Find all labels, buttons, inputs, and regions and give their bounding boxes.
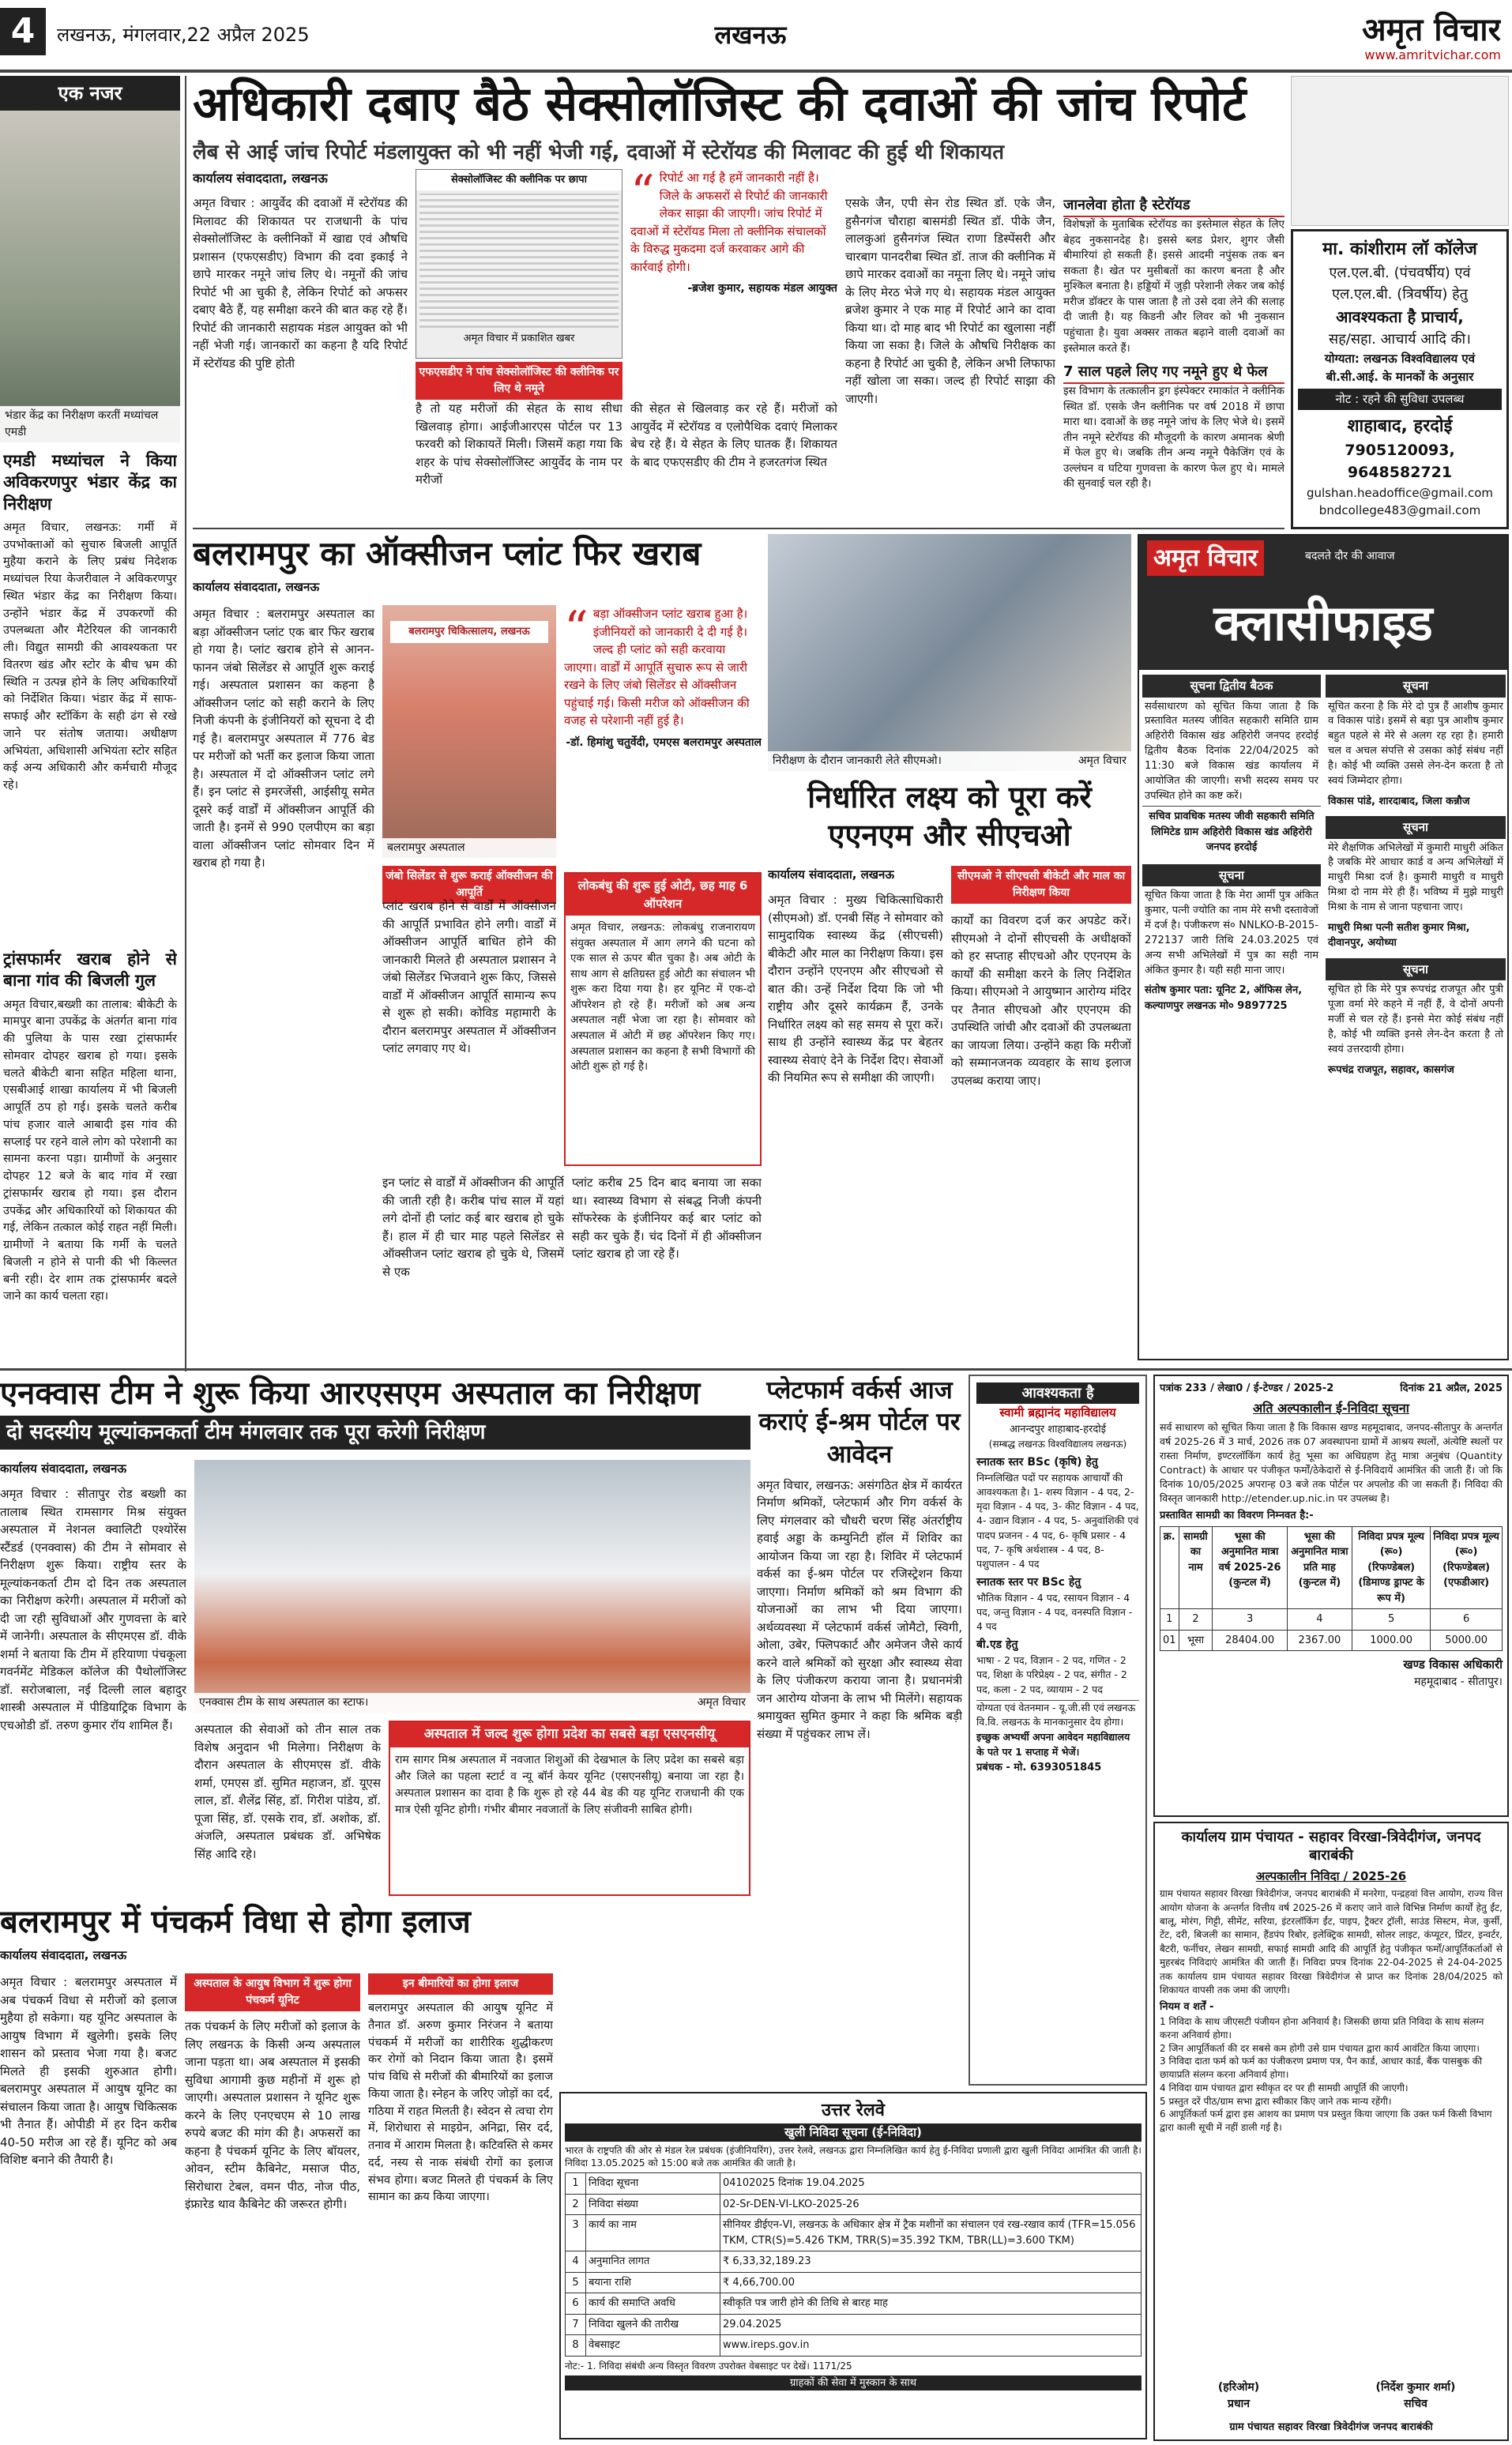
table-cell: 6: [1431, 1609, 1503, 1631]
snc-body: राम सागर मिश्र अस्पताल में नवजात शिशुओं की देखभाल के लिए प्रदेश का सबसे बड़ा और जिले का पहला स्टार्ट व न्यू बॉर्न केयर यूनिट (एसएनसीयू) बनाया जा रहा है। अस्पताल प्रशासन का दावा है कि शुरू हो रहे 44 बेड की यह यूनिट राजधानी की एक मात्र ऐसी यूनिट होगी। गंभीर बीमार नवजातों के लिए संजीवनी साबित होगी।: [395, 1753, 744, 1816]
lead-quote-by: -ब्रजेश कुमार, सहायक मंडल आयुक्त: [687, 282, 837, 295]
college-email-1[interactable]: gulshan.headoffice@gmail.com: [1306, 485, 1494, 500]
etender-col-header: भूसा की अनुमानित मात्रा प्रति माह (कुन्टल में): [1287, 1526, 1352, 1609]
cmo-photo-caption-left: निरीक्षण के दौरान जानकारी लेते सीएमओ।: [773, 754, 942, 767]
etender-table: [1160, 1526, 1503, 1652]
classifieds: [1138, 534, 1509, 1360]
nqas-byline: कार्यालय संवाददाता, लखनऊ: [0, 1461, 127, 1476]
panchkarma-subhead: अस्पताल के आयुष विभाग में शुरू होगा पंचकर्म यूनिट: [185, 1973, 360, 2011]
admission-place: आनन्दपुर शाहाबाद-हरदोई: [1010, 1423, 1106, 1435]
gp-sign-left-title: प्रधान: [1228, 2398, 1250, 2410]
oxygen-subhead: जंबो सिलेंडर से शुरू कराई ऑक्सीजन की आपूर्ति: [382, 866, 556, 904]
lead-side-body-1: विशेषज्ञों के मुताबिक स्टेरॉयड का इस्तेमाल सेहत के लिए बेहद नुकसानदेह है। इससे ब्लड प्रेशर, शुगर जैसी बीमारियां हो सकती हैं। इससे आदमी नपुंसक तक बन सकता है। खेत पर मुसीबतों का कारण बनता है और मुश्किल बनाता है। हड्डियों में जुड़ी परेशानी लेकर जब कोई मरीज डॉक्टर के पास जाता है तो उसे दवा लेने की सलाह दी जाती है। यह किडनी और लिवर को भी नुकसान पहुंचाता है। युवा अक्सर ताकत बढ़ाने वाली दवाओं का इस्तेमाल करते हैं।: [1063, 218, 1284, 355]
table-cell: निविदा संख्या: [586, 2194, 720, 2215]
cmo-headline: निर्धारित लक्ष्य को पूरा करें एएनएम और सीएचओ: [807, 780, 1092, 852]
page-number: 4: [0, 8, 46, 55]
nqas-col-2: अस्पताल की सेवाओं को तीन साल तक विशेष अनुदान भी मिलेगा। निरीक्षण के दौरान अस्पताल के सीएमएस डॉ. वीके शर्मा, एमएस डॉ. सुमित महाजन, डॉ. यूएस लाल, डॉ. शैलेंद्र सिंह, डॉ. गिरीश पांडेय, डॉ. पूजा सिंह, डॉ. एसके राव, डॉ. अशोक, डॉ. अंजलि, अस्पताल प्रबंधक डॉ. अभिषेक सिंह आदि रहे।: [194, 1722, 381, 1861]
gp-sign-right-name: (निर्देश कुमार शर्मा): [1375, 2381, 1456, 2394]
table-cell: 2: [566, 2194, 586, 2215]
nqas-deck: दो सदस्यीय मूल्यांकनकर्ता टीम मंगलवार तक पूरा करेगी निरीक्षण: [0, 1416, 750, 1450]
table-cell: कार्य की समाप्ति अवधि: [586, 2293, 720, 2315]
table-cell: 3: [566, 2215, 586, 2251]
gram-panchayat-tender: [1153, 1822, 1509, 2441]
panchkarma-byline: कार्यालय संवाददाता, लखनऊ: [0, 1948, 127, 1962]
admission-school: स्वामी ब्रह्मानंद महाविद्यालय: [999, 1405, 1116, 1420]
oxygen-quote-text: बड़ा ऑक्सीजन प्लांट खराब हुआ है। इंजीनियरों को जानकारी दे दी गई है। जल्द ही प्लांट को सही करवाया जाएगा। वार्डों में आपूर्ति सुचारु रूप से जारी रखने के लिए जंबो सिलेंडर से ऑक्सीजन पहुंचाई गई। किसी मरीज को ऑक्सीजन की वजह से परेशानी नहीं हुई है।: [564, 607, 750, 728]
table-cell: निविदा खुलने की तारीख: [586, 2314, 720, 2335]
table-cell: 3: [1213, 1609, 1287, 1631]
etender-col-header: क्र.: [1160, 1526, 1179, 1609]
sidebar-story-1: [3, 450, 177, 940]
table-cell: 04102025 दिनांक 19.04.2025: [720, 2173, 1142, 2195]
nqas-col-1: अमृत विचार : सीतापुर रोड बख्शी का तालाब स्थित रामसागर मिश्र संयुक्त अस्पताल में नेशनल क्वालिटी एश्योरेंस स्टैंडर्ड (एनक्वास) की टीम ने सोमवार से निरीक्षण शुरू किया। राष्ट्रीय स्तर के मूल्यांकनकर्ता टीम दो दिन तक अस्पताल का निरीक्षण करेगी। अस्पताल में मरीजों को दी जा रही सुविधाओं और गुणवत्ता के बारे में जानेगी। अस्पताल के सीएमएस डॉ. वीके शर्मा ने बताया कि टीम में हरियाणा पंचकूला गवर्नमेंट मेडिकल कॉलेज की पैथोलॉजिस्ट डॉ. सरोजबाला, नई दिल्ली लाल बहादुर शास्त्री अस्पताल में पीडियाट्रिक विभाग के एचओडी डॉ. तरुण कुमार रॉय शामिल हैं।: [0, 1487, 186, 1732]
etender-ref-line: [1160, 1381, 1503, 1397]
table-cell: 4: [1287, 1609, 1352, 1631]
oxygen-photo: [382, 605, 556, 858]
table-cell: 01: [1160, 1630, 1179, 1651]
masthead: [0, 0, 1512, 68]
notice-4-body: सूचित हो कि मेरे पुत्र रूपचंद्र राजपूत और पुत्री पूजा वर्मा मेरे कहने में नहीं हैं, वे दोनों अपनी मर्जी से चल रहे हैं। इनसे मेरा कोई संबंध नहीं है, कोई भी व्यक्ति इनसे लेन-देन करता है तो स्वयं उत्तरदायी होगा।: [1328, 984, 1503, 1055]
admission-ad-title: आवश्यकता है: [976, 1382, 1139, 1404]
sidebar-photo-caption: भंडार केंद्र का निरीक्षण करतीं मध्यांचल एमडी: [0, 406, 180, 442]
gp-signatures: [1160, 2379, 1503, 2414]
table-row: [566, 2251, 1142, 2273]
table-cell: 4: [566, 2251, 586, 2273]
sidebar-story-2-headline: ट्रांसफार्मर खराब होने से बाना गांव की बिजली गुल: [3, 950, 177, 991]
notice-3-owner: माधुरी मिश्रा पत्नी सतीश कुमार मिश्रा, दीवानपुर, अयोध्या: [1328, 921, 1470, 950]
lokbandhu-body: अमृत विचार, लखनऊ: लोकबंधु राजनारायण संयुक्त अस्पताल में आग लगने की घटना को एक साल से ऊपर बीत चुका है। अब ओटी के साथ आग से क्षतिग्रस्त हुई ओटी का संचालन भी शुरू करा दिया गया है। हर यूनिट में एक-दो ऑपरेशन हो रहे हैं। मरीजों को अब अन्य अस्पताल नहीं भेजा जा रहा है। सोमवार को अस्पताल में ओटी में छह ऑपरेशन किए गए। अस्पताल प्रशासन का कहना है सभी विभागों की ओटी शुरू हो गई है।: [570, 921, 755, 1074]
table-cell: 1: [566, 2173, 586, 2195]
notice-1-head: सूचना: [1326, 675, 1506, 698]
panchkarma-headline: बलरामपुर में पंचकर्म विधा से होगा इलाज: [0, 1904, 471, 1940]
gp-rule: 3 निविदा दाता फर्म को फर्म का पंजीकरण प्रमाण पत्र, पैन कार्ड, आधार कार्ड, बैंक पासबुक की छायाप्रति संलग्न करना अनिवार्य होगा।: [1160, 2056, 1483, 2081]
lead-clip-caption: अमृत विचार में प्रकाशित खबर: [463, 332, 575, 344]
college-phone: 7905120093, 9648582721: [1345, 441, 1455, 481]
railway-title: खुली निविदा सूचना (ई-निविदा): [565, 2123, 1142, 2142]
admission-sec-3-body: भाषा - 2 पद, विज्ञान - 2 पद, गणित - 2 पद, शिक्षा के परिप्रेक्ष्य - 2 पद, संगीत - 2 पद, कला - 2 पद, व्यायाम - 2 पद: [976, 1654, 1127, 1695]
quote-mark-icon: “: [564, 605, 589, 656]
lead-sidebar: [1063, 194, 1284, 510]
lead-quote: [630, 169, 837, 390]
admission-phone: प्रबंधक - मो. 6393051845: [976, 1761, 1102, 1774]
lokbandhu-headline: लोकबंधु की शुरू हुई ओटी, छह माह 6 ऑपरेशन: [566, 874, 760, 916]
notice-2-body: सूचित किया जाता है कि मेरा आर्मी पुत्र अंकित कुमार, पत्नी ज्योति का नाम मेरे सभी दस्तावेजों में दर्ज है। पंजीकरण सं० NNLKO-B-2015-272137 जारी तिथि 24.03.2025 एवं अन्य सभी अभिलेखों में पुत्र का सही नाम अंकित कुमार है। यही सही माना जाए।: [1145, 890, 1318, 976]
cmo-story: [768, 534, 1131, 1360]
table-cell: कार्य का नाम: [586, 2215, 720, 2251]
cmo-col-1: अमृत विचार : मुख्य चिकित्साधिकारी (सीएमओ) डॉ. एनबी सिंह ने सोमवार को सामुदायिक स्वास्थ्य केंद्र (सीएचसी) बीकेटी और माल का निरीक्षण किया। इस दौरान उन्होंने एएनएम और सीएचओ से बात की। उन्हें निर्देश दिया कि जो भी राष्ट्रीय और दूसरे कार्यक्रम हैं, उनके निर्धारित लक्ष्य को सह समय से पूरा करें। साथ ही उन्होंने स्वास्थ्य केंद्र पर बेहतर स्वास्थ्य सेवाएं देने के निर्देश दिए। सेवाओं की नियमित रूप से समीक्षा की जाएगी।: [768, 893, 943, 1085]
lead-quote-text: रिपोर्ट आ गई है हमें जानकारी नहीं है। जिले के अफसरों से रिपोर्ट की जानकारी लेकर साझा की जाएगी। जांच रिपोर्ट में दवाओं में स्टेरॉयड मिला तो क्लीनिक संचालकों के विरुद्ध मुकदमा दर्ज करवाकर आगे की कार्रवाई होगी।: [630, 171, 828, 274]
lead-col-2: है तो यह मरीजों की सेहत के साथ सीधा खिलवाड़ होगा। आईजीआरएस पोर्टल पर 13 फरवरी को शिकायतें मिली। जिसमें कहा गया कि शहर के पांच सेक्सोलॉजिस्ट आयुर्वेद के नाम पर मरीजों: [416, 401, 622, 487]
etender-col-header: भूसा की अनुमानित मात्रा वर्ष 2025-26 (कुन्टल में): [1213, 1526, 1287, 1609]
panchkarma-col-2: तक पंचकर्म के लिए मरीजों को इलाज के लिए लखनऊ के किसी अन्य अस्पताल जाना पड़ता था। अब अस्पताल में इसकी सुविधा आगामी कुछ महीनों में शुरू हो जाएगी। अस्पताल प्रशासन ने यूनिट शुरू करने के लिए एनएचएम से 10 लाख रुपये बजट की मांग की है। अफसरों का कहना है पंचकर्म यूनिट के लिए बॉयलर, ओवन, स्टीम कैबिनेट, मसाज पीठ, सिरोधारा टेबल, वमन पीठ, नोज पीठ, इंफ्रारेड थाव कैबिनेट की जरूरत होगी।: [185, 2019, 360, 2211]
table-row: [566, 2173, 1142, 2195]
admission-sec-2-body: भौतिक विज्ञान - 4 पद, रसायन विज्ञान - 4 पद, जन्तु विज्ञान - 4 पद, वनस्पति विज्ञान - 4 पद: [976, 1591, 1133, 1633]
table-cell: वेबसाइट: [586, 2335, 720, 2357]
gp-rule: 6 आपूर्तिकर्ता फर्म द्वारा इस आशय का प्रमाण पत्र प्रस्तुत किया जाएगा कि उक्त फर्म किसी विभाग द्वारा काली सूची में नहीं डाली गई है।: [1160, 2108, 1492, 2134]
eshram-headline: प्लेटफार्म वर्कर्स आज कराएं ई-श्रम पोर्टल पर आवेदन: [758, 1376, 961, 1469]
lead-subhead-1: एफएसडीए ने पांच सेक्सोलॉजिस्ट की क्लीनिक पर लिए थे नमूने: [416, 362, 622, 400]
notice-4-head: सूचना: [1326, 958, 1506, 981]
oxygen-photo-caption: बलरामपुर अस्पताल: [382, 838, 556, 858]
brand-logo: अमृत विचार: [1362, 11, 1501, 48]
table-cell[interactable]: www.ireps.gov.in: [720, 2335, 1142, 2357]
eshram-body: अमृत विचार, लखनऊ: असंगठित क्षेत्र में कार्यरत निर्माण श्रमिकों, प्लेटफार्म और गिग वर्कर्स के लिए मंगलवार को चौधरी चरण सिंह अंतर्राष्ट्रीय हवाई अड्डा के कम्युनिटी हॉल में शिविर का आयोजन किया जा रहा है। शिविर में प्लेटफार्म वर्कर्स का ई-श्रम पोर्टल पर रजिस्ट्रेशन किया जाएगा। निर्माण श्रमिकों को श्रम विभाग की योजनाओं का लाभ भी दिया जाएगा। अर्थव्यवस्था में प्लेटफार्म वर्कर्स जोमैटो, स्विगी, ओला, उबेर, फ्लिपकार्ट और अमेजन जैसे कार्य करने वाले श्रमिकों को सुरक्षा और स्वास्थ्य सेवा के लिए पंजीकरण कराया जाना है। प्रधानमंत्री जन आरोग्य योजना के लाभ भी मिलेंगे। सहायक श्रमायुक्त सुमित कुमार ने कहा कि श्रमिक बड़ी संख्या में पहुंचकर लाभ लें।: [757, 1477, 962, 1741]
oxygen-quote-by: -डॉ. हिमांशु चतुर्वेदी, एमएस बलरामपुर अस्पताल: [566, 735, 762, 749]
sidebar-story-2: [3, 949, 177, 1367]
lokbandhu-box: [564, 872, 762, 1166]
notice-3-head: सूचना: [1326, 816, 1506, 839]
oxygen-byline: कार्यालय संवाददाता, लखनऊ: [193, 580, 320, 595]
nqas-headline: एनक्वास टीम ने शुरू किया आरएसएम अस्पताल का निरीक्षण: [0, 1375, 701, 1412]
mid-rule: [0, 1368, 1512, 1371]
website-link[interactable]: www.amritvichar.com: [1364, 47, 1501, 62]
railway-note: नोट:- 1. निविदा संबंधी अन्य विस्तृत विवरण उपरोक्त वेबसाइट पर देखें। 1171/25: [565, 2360, 852, 2372]
gp-title: कार्यालय ग्राम पंचायत - सहावर विरखा-त्रिवेदीगंज, जनपद बाराबंकी: [1181, 1829, 1481, 1864]
railway-intro: भारत के राष्ट्रपति की ओर से मंडल रेल प्रबंधक (इंजीनियरिंग), उत्तर रेलवे, लखनऊ द्वारा निम्नलिखित कार्य हेतु ई-निविदा प्रणाली द्वारा खुली निविदा आमंत्रित की जाती है। निविदा 13.05.2025 को 15:00 बजे तक आमंत्रित की जाती है।: [565, 2144, 1142, 2169]
table-cell: 02-Sr-DEN-VI-LKO-2025-26: [720, 2194, 1142, 2215]
college-name: मा. कांशीराम लॉ कॉलेज: [1322, 239, 1477, 259]
cmo-subhead: सीएमओ ने सीएचसी बीकेटी और माल का निरीक्षण किया: [951, 866, 1131, 904]
college-ad-logo: [1291, 76, 1509, 226]
notice-1-owner: विकास पांडे, शारदाबाद, जिला कन्नौज: [1328, 795, 1470, 807]
table-row: [566, 2215, 1142, 2251]
classifieds-col-left: [1142, 675, 1321, 1357]
table-cell: 7: [566, 2314, 586, 2335]
etender-col-header: निविदा प्रपत्र मूल्य (रू०) (रिफण्डेबल) (डिमाण्ड ड्राफ्ट के रूप में): [1352, 1526, 1430, 1609]
lead-clip-text: [419, 194, 619, 328]
college-ad: [1291, 229, 1509, 529]
etender-title: अति अल्पकालीन ई-निविदा सूचना: [1253, 1400, 1409, 1416]
oxygen-col-1: अमृत विचार : बलरामपुर अस्पताल का बड़ा ऑक्सीजन प्लांट एक बार फिर खराब हो गया है। प्लांट खराब होने से आनन-फानन जंबो सिलेंडर से आपूर्ति शुरू कराई गई। अस्पताल प्रशासन का कहना है ऑक्सीजन प्लांट को सही कराने के लिए निजी कंपनी के इंजीनियरों को सूचना दे दी गई है। बलरामपुर अस्पताल में 776 बेड पर मरीजों को भर्ती कर इलाज किया जाता है। अस्पताल में दो ऑक्सीजन प्लांट लगे हैं। इन प्लांट से इमरजेंसी, आईसीयू समेत दूसरे कई वार्डों में ऑक्सीजन आपूर्ति की जाती है। इनमें से 990 एलपीएम का बड़ा वाला ऑक्सीजन प्लांट सोमवार दिन में खराब हो गया है।: [193, 607, 374, 870]
cmo-photo: [768, 534, 1131, 771]
gp-footer: ग्राम पंचायत सहावर विरखा त्रिवेदीगंज जनपद बाराबंकी: [1229, 2421, 1433, 2433]
college-email-2[interactable]: bndcollege483@gmail.com: [1318, 503, 1481, 517]
panchkarma-col-1: अमृत विचार : बलरामपुर अस्पताल में अब पंचकर्म विधा से मरीजों को इलाज मुहैया हो सकेगा। यह यूनिट अस्पताल के आयुष विभाग में खुलेगी। इसके लिए शासन को प्रस्ताव भेजा गया है। बजट मिलते ही इसकी शुरुआत होगी। बलरामपुर अस्पताल में आयुष यूनिट का संचालन किया जाता है। आयुष चिकित्सक भी तैनात हैं। ओपीडी में हर दिन करीब 40-50 मरीज आ रहे हैं। यूनिट को अब विशिष्ट बनाने की तैयारी है।: [0, 1975, 177, 2167]
notice-1-body: सूचित करना है कि मेरे दो पुत्र हैं आशीष कुमार व विकास पांडे। इसमें से बड़ा पुत्र आशीष कुमार बहुत पहले से मेरे से अलग रह रहा है। हमारी चल व अचल संपत्ति से उसका कोई संबंध नहीं है। कोई भी व्यक्ति उससे लेन-देन करता है तो स्वयं जिम्मेदार होगा।: [1328, 700, 1503, 787]
gp-rule: 2 जिन आपूर्तिकर्ता की दर सबसे कम होगी उसे ग्राम पंचायत द्वारा कार्य आवंटित किया जाएगा।: [1160, 2042, 1480, 2054]
sidebar-left: [0, 76, 180, 1371]
table-cell: 29.04.2025: [720, 2314, 1142, 2335]
hospital-sign: बलरामपुर चिकित्सालय, लखनऊ: [390, 621, 548, 643]
railway-tender: [559, 2092, 1147, 2439]
table-cell: ₹ 6,33,32,189.23: [720, 2251, 1142, 2273]
etender-date: दिनांक 21 अप्रैल, 2025: [1400, 1382, 1503, 1394]
etender-sign-title: खण्ड विकास अधिकारी: [1403, 1657, 1503, 1672]
etender-notice: [1153, 1375, 1509, 1817]
oxygen-col-4: प्लांट करीब 25 दिन बाद बनाया जा सका था। स्वास्थ्य विभाग से संबद्ध निजी कंपनी सॉफरेस्क के इंजीनियर कई बार प्लांट को सही कर चुके हैं। चंद दिनों में ही ऑक्सीजन प्लांट खराब हो जा रहे हैं।: [572, 1175, 762, 1261]
lead-bottom-rule: [193, 528, 1284, 529]
panchkarma-subhead-2: इन बीमारियों का होगा इलाज: [368, 1973, 553, 1995]
gp-rule: 5 प्रस्तुत दरें पीठ/ग्राम सभा द्वारा स्वीकार किए जाने तक मान्य रहेंगी।: [1160, 2095, 1392, 2107]
sidebar-story-1-headline: एमडी मध्यांचल ने किया अविकरणपुर भंडार केंद्र का निरीक्षण: [3, 451, 177, 513]
oxygen-story: [193, 534, 762, 1360]
etender-col-header: निविदा प्रपत्र मूल्य (रू०) (रिफण्डेबल) (एफडीआर): [1431, 1526, 1503, 1609]
table-cell: 1: [1160, 1609, 1179, 1631]
nqas-photo-caption-text: एनक्वास टीम के साथ अस्पताल का स्टाफ।: [199, 1696, 369, 1709]
college-need: आवश्यकता है प्राचार्य,: [1336, 307, 1464, 326]
railway-table: [565, 2172, 1142, 2357]
gp-rule: 1 निविदा के साथ जीएसटी पंजीयन होना अनिवार्य है। जिसकी छाया प्रति निविदा के साथ संलग्न करना अनिवार्य होगा।: [1160, 2015, 1484, 2041]
notice-2-head: सूचना: [1142, 864, 1321, 887]
table-row: [566, 2293, 1142, 2315]
college-need-2: सह/सहा. आचार्य आदि की।: [1329, 331, 1471, 348]
nqas-photo-caption: [194, 1693, 750, 1713]
college-course-1: एल.एल.बी. (पंचवर्षीय) एवं: [1329, 265, 1471, 281]
table-row: [566, 2272, 1142, 2293]
lead-clip: [416, 169, 622, 359]
gp-sign-left-name: (हरिओम): [1217, 2381, 1260, 2394]
admission-affil: (सम्बद्ध लखनऊ विश्वविद्यालय लखनऊ): [988, 1439, 1127, 1450]
admission-sec-1-body: निम्नलिखित पदों पर सहायक आचार्यों की आवश्यकता है। 1- शस्य विज्ञान - 4 पद, 2- मृदा विज्ञान - 4 पद, 3- कीट विज्ञान - 4 पद, 4- उद्यान विज्ञान - 4 पद, 5- अनुवांशिकी एवं पादप प्रजनन - 4 पद, 6- कृषि प्रसार - 4 पद, 7- कृषि अर्थशास्त्र - 4 पद, 8- पशुपालन - 4 पद: [976, 1472, 1139, 1570]
notice-4-owner: रूपचंद्र राजपूत, सहावर, कासगंज: [1328, 1063, 1454, 1076]
admission-contact: इच्छुक अभ्यर्थी अपना आवेदन महाविद्यालय के पते पर 1 सप्ताह में भेजें।: [976, 1731, 1130, 1758]
college-place: शाहाबाद, हरदोई: [1347, 416, 1453, 436]
etender-num-row: [1160, 1609, 1503, 1631]
oxygen-col-2: प्लांट खराब होने से वार्डों में ऑक्सीजन की आपूर्ति प्रभावित होने लगी। वार्डों में ऑक्सीजन आपूर्ति बाधित होने की जानकारी मिलते ही अस्पताल प्रशासन ने जंबो सिलेंडर भिजवाने शुरू किए, जिससे वार्डों में ऑक्सीजन आपूर्ति सामान्य रूप से शुरू हो सकी। कोविड महामारी के दौरान बलरामपुर अस्पताल में ऑक्सीजन प्लांट लगवाए गए थे।: [382, 899, 556, 1055]
etender-table-head: प्रस्तावित सामग्री का विवरण निम्नवत है:-: [1160, 1510, 1314, 1522]
notice-3-body: मेरे शैक्षणिक अभिलेखों में कुमारी माधुरी अंकित है जबकि मेरे आधार कार्ड व अन्य अभिलेखों में माधुरी मिश्रा दर्ज है। कुमारी माधुरी व माधुरी मिश्रा दो नाम मेरे ही हैं। भविष्य में मुझे माधुरी मिश्रा के नाम से जाना पहचाना जाए।: [1328, 841, 1503, 913]
table-cell: 1000.00: [1352, 1630, 1430, 1651]
city-name: लखनऊ: [714, 20, 787, 50]
etender-body: सर्व साधारण को सूचित किया जाता है कि विकास खण्ड महमूदाबाद, जनपद-सीतापुर के अन्तर्गत वर्ष 2025-26 में 3 मार्च, 2026 तक 07 अवस्थापना ग्रामों में आश्रय स्थलों, अंत्येष्टि स्थलों पर रास्ता निर्माण, इण्टरलॉकिंग कार्य हेतु भूसा का अधिग्रहण हेतु मात्रा अनुबंध (Quantity Contract) के आधार पर पंजीकृत फर्मों/ठेकेदारों से ई-निविदायें आमंत्रित की जाती हैं। जो कि दिनांक 10/05/2025 अपरान्ह 03 बजे तक पोर्टल पर अपलोड की जा सकती हैं। निविदा की विस्तृत जानकारी http://etender.up.nic.in पर उपलब्ध है।: [1160, 1420, 1503, 1505]
tender-meeting-body: सर्वसाधारण को सूचित किया जाता है कि प्रस्तावित मतस्य जीवित सहकारी समिति ग्राम अहिरोरी विकास खंड अहिरोरी जनपद हरदोई द्वितीय बैठक दिनांक 22/04/2025 को 11:30 बजे विकास खंड कार्यालय में आयोजित की जाएगी। सभी सदस्य समय पर उपस्थित होने का कष्ट करें।: [1145, 700, 1318, 802]
gp-rules-head: नियम व शर्तें -: [1160, 2001, 1214, 2014]
table-cell: 2: [1179, 1609, 1213, 1631]
table-cell: सीनियर डीईएन-VI, लखनऊ के अधिकार क्षेत्र में ट्रैक मशीनों का संचालन एवं रख-रखाव कार्य (TFR=15.056 TKM, CTR(S)=5.426 TKM, TRR(S)=35.392 TKM, TBR(LL)=3.600 TKM): [720, 2215, 1142, 2251]
cmo-photo-credit: अमृत विचार: [1078, 754, 1126, 767]
nqas-photo: [194, 1460, 750, 1713]
masthead-rule: [0, 70, 1512, 73]
gp-sign-right: [1329, 2379, 1503, 2413]
table-cell: 5: [1352, 1609, 1430, 1631]
snc-box: [389, 1721, 750, 1896]
table-cell: 8: [566, 2335, 586, 2357]
table-row: [566, 2194, 1142, 2215]
admission-sec-2: स्नातक स्तर पर BSc हेतु: [976, 1575, 1081, 1589]
admission-sec-1: स्नातक स्तर BSc (कृषि) हेतु: [976, 1456, 1098, 1469]
sidebar-photo: [0, 111, 180, 442]
table-row: [1160, 1630, 1503, 1651]
lead-headline: अधिकारी दबाए बैठे सेक्सोलॉजिस्ट की दवाओं की जांच रिपोर्ट: [193, 77, 1247, 132]
table-cell: ₹ 4,66,700.00: [720, 2272, 1142, 2293]
lead-clip-title: सेक्सोलॉजिस्ट की क्लीनिक पर छापा: [416, 170, 622, 190]
lead-story: [193, 76, 1284, 518]
panchkarma-col-3: बलरामपुर अस्पताल की आयुष यूनिट में तैनात डॉ. अरुण कुमार निरंजन ने बताया पंचकर्म में मरीजों का शारीरिक शुद्धीकरण कर रोगों को निदान किया जाता है। इसमें पांच विधि से मरीजों की बीमारियों का इलाज किया जाता है। स्नेहन के जरिए जोड़ों का दर्द, गठिया में राहत मिलती है। स्वेदन से त्वचा रोग में, शिरोधारा से माइग्रेन, अनिद्रा, सिर दर्द, तनाव में आराम मिलता है। कटिवस्ति से कमर दर्द, नस्य से नाक संबंधी रोगों का इलाज संभव होगा। बजट मिलते ही पंचकर्म के लिए सामान का क्रय किया जाएगा।: [368, 2002, 553, 2204]
lead-side-head-2: 7 साल पहले लिए गए नमूने हुए थे फेल: [1063, 361, 1284, 384]
college-eligibility: योग्यता: लखनऊ विश्वविद्यालय एवं बी.सी.आई. के मानकों के अनुसार: [1324, 352, 1476, 384]
classifieds-tagline: बदलते दौर की आवाज: [1305, 550, 1395, 562]
oxygen-quote: [564, 605, 762, 866]
oxygen-headline: बलरामपुर का ऑक्सीजन प्लांट फिर खराब: [193, 534, 701, 573]
gp-body: ग्राम पंचायत सहावर विरखा त्रिवेदीगंज, जनपद बाराबंकी में मनरेगा, पन्द्रहवां वित्त आयोग, राज्य वित्त आयोग योजना के अन्तर्गत वित्तीय वर्ष 2025-26 में कराए जाने वाले विभिन्न निर्माण कार्यों हेतु ईंट, बालू, मोरंग, गिट्टी, सीमेंट, सरिया, इंटरलॉकिंग ईंट, पाइप, ट्रैक्टर ट्रॉली, साउंड सिस्टम, मेज, कुर्सी, टेंट, दरी, बिजली का सामान, हैंडपंप रिबोर, इलेक्ट्रिक सामग्री, सोलर लाइट, कंप्यूटर, प्रिंटर, इन्वर्टर, बैटरी, फर्नीचर, लेखन सामग्री, सफाई सामग्री आदि की आपूर्ति हेतु पंजीकृत फर्मों/आपूर्तिकर्ताओं से मुहरबंद निविदाएं आमंत्रित की जाती हैं। निविदा प्रपत्र दिनांक 22-04-2025 से 24-04-2025 तक कार्यालय ग्राम पंचायत सहावर विरखा त्रिवेदीगंज से प्राप्त कर दिनांक 28/04/2025 को शिकायत वापसी तक जमा की जाएगी।: [1160, 1888, 1503, 1996]
notice-2-sign: संतोष कुमार पता: यूनिट 2, ऑफिस लेन, कल्याणपुर लखनऊ मो० 9897725: [1145, 984, 1303, 1012]
college-note: नोट : रहने की सुविधा उपलब्ध: [1298, 389, 1502, 410]
table-row: [566, 2314, 1142, 2335]
classifieds-title: क्लासीफाइड: [1213, 594, 1433, 652]
college-course-2: एल.एल.बी. (त्रिवर्षीय) हेतु: [1332, 286, 1468, 303]
etender-ref: पत्रांक 233 / लेखा0 / ई-टेण्डर / 2025-2: [1160, 1382, 1334, 1394]
gp-rule: 4 निविदा ग्राम पंचायत द्वारा स्वीकृत दर पर ही सामग्री आपूर्ति की जाएगी।: [1160, 2082, 1409, 2093]
table-cell: 6: [566, 2293, 586, 2315]
lead-col-3: की सेहत से खिलवाड़ कर रहे हैं। मरीजों को आयुर्वेद में स्टेरॉयड व एलोपैथिक दवाएं मिलाकर बेच रहे हैं। ये सेहत के लिए घातक हैं। शिकायत के बाद एफएसडीए की टीम ने हजरतगंज स्थित: [630, 401, 837, 469]
admission-sec-3: बी.एड हेतु: [976, 1638, 1018, 1652]
table-cell: बयाना राशि: [586, 2272, 720, 2293]
etender-col-header: सामग्री का नाम: [1179, 1526, 1213, 1609]
lead-byline: कार्यालय संवाददाता, लखनऊ: [193, 171, 328, 186]
lead-deck: लैब से आई जांच रिपोर्ट मंडलायुक्त को भी नहीं भेजी गई, दवाओं में स्टेरॉयड की मिलावट की हुई थी शिकायत: [193, 141, 1005, 164]
nqas-photo-credit: अमृत विचार: [697, 1696, 746, 1709]
date-line: लखनऊ, मंगलवार,22 अप्रैल 2025: [57, 24, 310, 46]
gp-sign-left: [1160, 2379, 1318, 2413]
sidebar-section-title: एक नजर: [0, 76, 180, 111]
gp-subtitle: अल्पकालीन निविदा / 2025-26: [1255, 1868, 1407, 1883]
table-cell: 5: [566, 2272, 586, 2293]
admission-eligibility: योग्यता एवं वेतनमान - यू.जी.सी एवं लखनऊ वि.वि. लखनऊ के मानकानुसार देय होगा।: [976, 1700, 1139, 1731]
table-cell: अनुमानित लागत: [586, 2251, 720, 2273]
classifieds-brand: अमृत विचार: [1147, 540, 1264, 576]
quote-mark-icon: “: [630, 169, 655, 220]
tender-meeting-head: सूचना द्वितीय बैठक: [1142, 675, 1321, 698]
table-cell: स्वीकृति पत्र जारी होने की तिथि से बारह माह: [720, 2293, 1142, 2315]
oxygen-col-3: इन प्लांट से वार्डों में ऑक्सीजन की आपूर्ति की जाती रही है। करीब पांच साल में यहां लगे दोनों ही प्लांट कई बार खराब हो चुके हैं। हाल में ही चार माह पहले सिलेंडर से ऑक्सीजन प्लांट खराब हो चुके थे, जिसमें से एक: [382, 1175, 564, 1279]
sidebar-story-1-body: अमृत विचार, लखनऊ: गर्मी में उपभोक्ताओं को सुचारु बिजली आपूर्ति मुहैया कराने के लिए प्रबंध निदेशक मध्यांचल रिया केजरीवाल ने अविकरणपुर स्थित भंडार केंद्र का निरीक्षण किया। उन्होंने भंडार केंद्र में उपकरणों की उपलब्धता और मैटेरियल की जानकारी ली। विद्युत सामग्री की आवश्यकता पर वितरण खंड और स्टोर के बीच भ्रम की स्थिति न उत्पन्न होने के लिए अधिकारियों को निर्देशित किया। भंडार केंद्र में साफ-सफाई और स्टॉकिंग के सही ढंग से रखे जाने पर संतोष जताया। अधीक्षण अभियंता, अधिशासी अभियंता स्टोर सहित कई अन्य अधिकारी और कर्मचारी मौजूद रहे।: [3, 521, 177, 792]
railway-brand: उत्तर रेलवे: [821, 2101, 886, 2120]
nqas-story: [0, 1375, 750, 1896]
sidebar-story-2-body: अमृत विचार,बख्शी का तालाब: बीकेटी के मामपुर बाना उपकेंद्र के अंतर्गत बाना गांव की पुलिया के पास रखा ट्रांसफार्मर सोमवार दोपहर खराब हो गया। इसके चलते बीकेटी बाना सहित महिला थाना, एसबीआई शाखा कार्यालय में भी बिजली आपूर्ति ठप हो गई। इसके चलते करीब पांच हजार वाले आबादी इस गांव की सप्लाई पर रहने वाले लोग को परेशानी का सामना करना पड़ा। ग्रामीणों के अनुसार दोपहर 12 बजे के बाद गांव में रखा ट्रांसफार्मर खराब हो गया। इस दौरान उपकेंद्र और अधिकारियों को शिकायत की गई, लेकिन तत्काल कोई राहत नहीं मिली। ग्रामीणों ने बताया कि गर्मी के चलते बिजली न होने से पानी की भी किल्लत बनी रही। देर शाम तक ट्रांसफार्मर बदले जाने का कार्य चलता रहा।: [3, 998, 177, 1303]
cmo-byline: कार्यालय संवाददाता, लखनऊ: [768, 867, 895, 882]
tender-meeting-sign: सचिव प्रावधिक मतस्य जीवी सहकारी समिति लिमिटेड ग्राम अहिरोरी विकास खंड अहिरोरी जनपद हरदोई: [1142, 806, 1321, 858]
lead-side-head-1: जानलेवा होता है स्टेरॉयड: [1063, 194, 1284, 217]
cmo-col-2: कार्यों का विवरण दर्ज कर अपडेट करें। सीएमओ ने दोनों सीएचसी के अधीक्षकों को हर सप्ताह सीएचओ और एएनएम के कार्यों की समीक्षा करने के लिए निर्देशित किया। सीएमओ ने आयुष्मान आरोग्य मंदिर पर तैनात सीएचओ और एएनएम की उपस्थिति जांची और दवाओं की उपलब्धता का जायजा लिया। उन्होंने कहा कि मरीजों को सम्मानजनक व्यवहार के साथ इलाज उपलब्ध कराया जाए।: [951, 913, 1131, 1088]
classifieds-header: [1139, 536, 1507, 670]
table-cell: 5000.00: [1431, 1630, 1503, 1651]
panchkarma-story: [0, 1902, 553, 2439]
lead-side-body-2: इस विभाग के तत्कालीन ड्रग इंस्पेक्टर रमाकांत ने क्लीनिक स्थित डॉ. एसके जैन क्लीनिक पर वर्ष 2018 में छापा मारा था। दवाओं के छह नमूने जांच के लिए भेजे थे। इसमें तीन नमूने स्टेरॉयड की मौजूदगी के कारण अमानक श्रेणी में फेल हुए थे। जबकि तीन अन्य नमूने पैकेजिंग एवं के उल्लंघन व घटिया गुणवत्ता के कारण फेल हुए थे। मामले की सुनवाई चल रही है।: [1063, 385, 1284, 491]
classifieds-col-right: [1326, 675, 1506, 1357]
etender-sign-place: महमूदाबाद - सीतापुर।: [1414, 1675, 1503, 1688]
sidebar-divider: [185, 76, 186, 1371]
lead-col-4: एसके जैन, एपी सेन रोड स्थित डॉ. एके जैन, हुसैनगंज चौराहा बासमंडी स्थित डॉ. पीके जैन, लालकुआं हुसैनगंज स्थित राणा डिस्पेंसरी और चारबाग पानदरीबा स्थित डॉ. ताज की क्लीनिक में छापे मारकर दवाओं का नमूना लिए थे। नमूने जांच के लिए मेरठ भेजे गए थे। सहायक मंडल आयुक्त ब्रजेश कुमार ने एक माह में रिपोर्ट आने का दावा किया था। दो माह बाद भी रिपोर्ट का खुलासा नहीं किया जा सका है। जिले के औषधि निरीक्षक का कहना है रिपोर्ट आ चुकी है, लेकिन अभी लिफाफा नहीं खोला जा सका। जल्द ही रिपोर्ट साझा की जाएगी।: [845, 196, 1055, 406]
table-cell: 2367.00: [1287, 1630, 1352, 1651]
gp-sign-right-title: सचिव: [1404, 2398, 1427, 2410]
railway-footer: ग्राहकों की सेवा में मुस्कान के साथ: [565, 2375, 1142, 2391]
cmo-photo-caption: [768, 751, 1131, 771]
table-cell: भूसा: [1179, 1630, 1213, 1651]
table-row: [566, 2335, 1142, 2357]
lead-col-1: अमृत विचार : आयुर्वेद की दवाओं में स्टेरॉयड की मिलावट की शिकायत पर राजधानी के पांच सेक्सोलॉजिस्ट के क्लीनिकों में खाद्य एवं औषधि प्रशासन (एफएसडीए) विभाग की दवा इकाई ने छापे मारकर नमूने जांच लिए थे। नमूनों की जांच रिपोर्ट भी आ चुकी है, लेकिन रिपोर्ट को अफसर दबाए बैठे हैं, यह समीक्षा करने की बात कह रहे हैं। रिपोर्ट की जानकारी सहायक मंडल आयुक्त को भी नहीं भेजी गई। जानकारों का कहना है यदि रिपोर्ट में स्टेरॉयड की पुष्टि होती: [193, 196, 408, 371]
eshram-story: [757, 1375, 962, 2086]
table-cell: निविदा सूचना: [586, 2173, 720, 2195]
etender-table-header-row: [1160, 1526, 1503, 1609]
admission-ad: [969, 1375, 1147, 2086]
snc-headline: अस्पताल में जल्द शुरू होगा प्रदेश का सबसे बड़ा एसएनसीयू: [390, 1722, 749, 1747]
table-cell: 28404.00: [1213, 1630, 1287, 1651]
